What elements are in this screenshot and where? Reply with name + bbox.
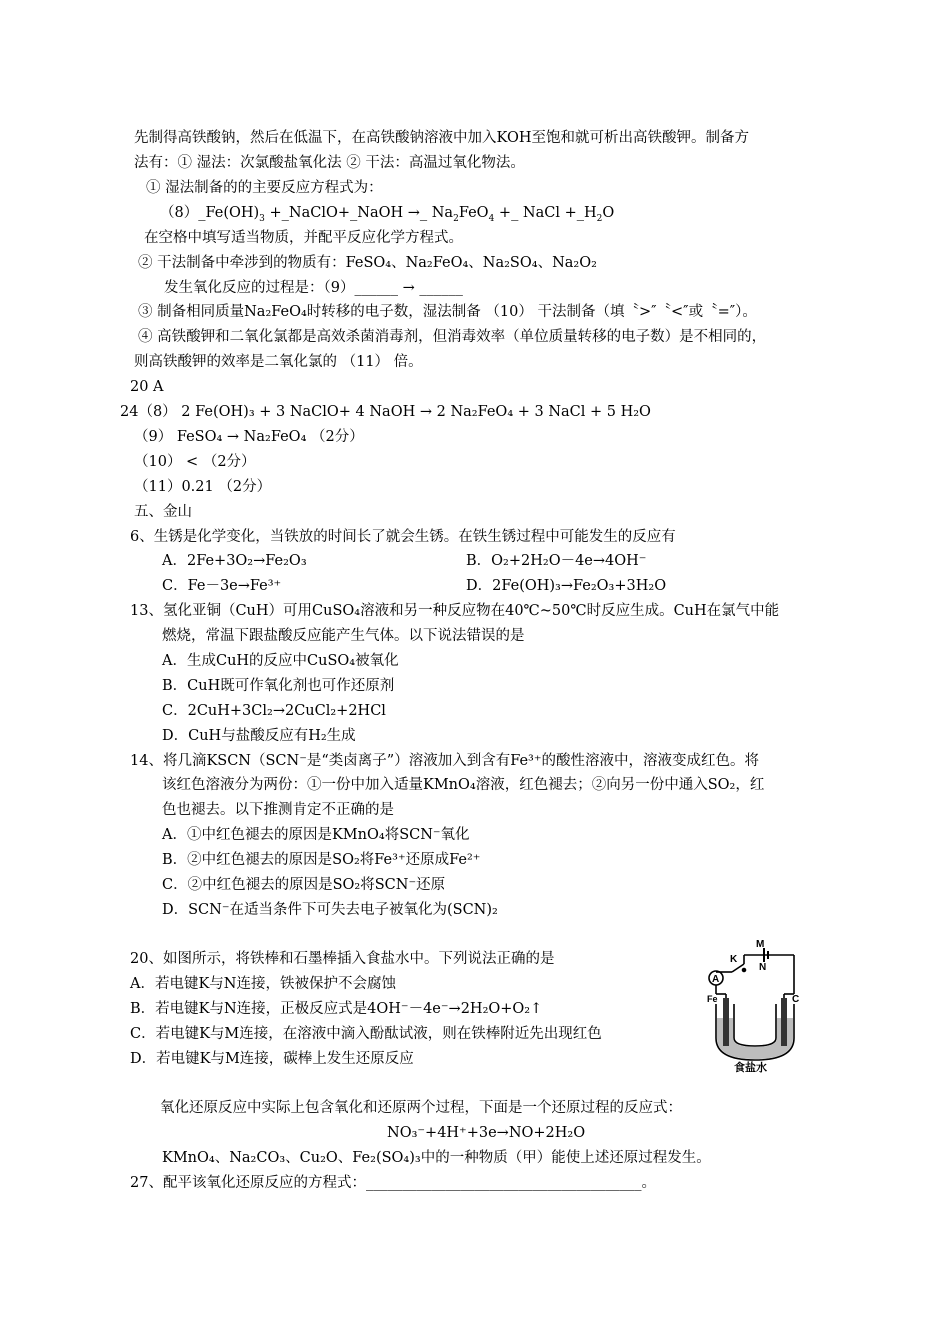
q6-option-a: A．2Fe+3O₂→Fe₂O₃ [162, 553, 307, 569]
redox-equation: NO₃⁻+4H⁺+3e→NO+2H₂O [387, 1125, 586, 1141]
q20-option-b: B．若电键K与N连接，正极反应式是4OH⁻－4e⁻→2H₂O+O₂↑ [130, 1001, 543, 1017]
answer-11: （11）0.21 （2分） [134, 479, 272, 495]
label-fe: Fe [707, 994, 718, 1004]
label-m: M [756, 939, 765, 950]
q13-stem-2: 燃烧，常温下跟盐酸反应能产生气体。以下说法错误的是 [162, 628, 525, 644]
q13-option-b: B．CuH既可作氧化剂也可作还原剂 [162, 678, 395, 694]
intro-line-10: 则高铁酸钾的效率是二氧化氯的 （11） 倍。 [134, 354, 423, 370]
q14-stem-2: 该红色溶液分为两份：①一份中加入适量KMnO₄溶液，红色褪去；②向另一份中通入SO₂，红 [162, 777, 765, 793]
answer-24: 24（8） 2 Fe(OH)₃ + 3 NaClO+ 4 NaOH → 2 Na₂FeO₄ + 3 NaCl + 5 H₂O [120, 404, 651, 420]
q20-stem: 20、如图所示，将铁棒和石墨棒插入食盐水中。下列说法正确的是 [130, 951, 555, 967]
intro-line-5: 在空格中填写适当物质，并配平反应化学方程式。 [144, 230, 463, 246]
intro-line-6: ② 干法制备中牵涉到的物质有：FeSO₄、Na₂FeO₄、Na₂SO₄、Na₂O₂ [138, 255, 597, 271]
intro-line-9: ④ 高铁酸钾和二氧化氯都是高效杀菌消毒剂，但消毒效率（单位质量转移的电子数）是不相同的， [138, 329, 767, 345]
q6-stem: 6、生锈是化学变化，当铁放的时间长了就会生锈。在铁生锈过程中可能发生的反应有 [130, 529, 676, 545]
label-k: K [730, 954, 738, 965]
q27-stem: 27、配平该氧化还原反应的方程式：______________________________________。 [130, 1175, 656, 1191]
electrolysis-cell-figure [704, 938, 814, 1073]
redox-paragraph-2: KMnO₄、Na₂CO₃、Cu₂O、Fe₂(SO₄)₃中的一种物质（甲）能使上述还原过程发生。 [162, 1150, 711, 1166]
q13-option-d: D．CuH与盐酸反应有H₂生成 [162, 728, 356, 744]
q13-option-a: A．生成CuH的反应中CuSO₄被氧化 [162, 653, 399, 669]
answer-9: （9） FeSO₄ → Na₂FeO₄ （2分） [134, 429, 364, 445]
q6-option-b: B．O₂+2H₂O－4e→4OH⁻ [466, 553, 647, 569]
q6-option-c: C．Fe－3e→Fe³⁺ [162, 578, 282, 594]
redox-paragraph-1: 氧化还原反应中实际上包含氧化和还原两个过程，下面是一个还原过程的反应式： [160, 1100, 682, 1116]
equation-8-blank: $(8)\_Fe(OH)_3$ +_NaClO+_NaOH →_ $Na_2FeO_4$ +_ NaCl $+\_H_2O$ [160, 205, 615, 224]
intro-line-7: 发生氧化反应的过程是：（9）______ → ______ [164, 280, 463, 296]
answer-10: （10） < （2分） [134, 454, 256, 470]
q13-option-c: C．2CuH+3Cl₂→2CuCl₂+2HCl [162, 703, 386, 719]
label-n: N [759, 962, 767, 973]
label-salt-water: 食盐水 [734, 1061, 767, 1073]
q6-option-d: D．2Fe(OH)₃→Fe₂O₃+3H₂O [466, 578, 667, 594]
q14-stem-1: 14、将几滴KSCN（SCN⁻是“类卤离子”）溶液加入到含有Fe³⁺的酸性溶液中，溶液变成红色。将 [130, 753, 760, 769]
q20-option-d: D．若电键K与M连接，碳棒上发生还原反应 [130, 1051, 414, 1067]
answer-20: 20 A [130, 379, 164, 395]
label-c: C [792, 994, 800, 1005]
section-heading: 五、金山 [134, 504, 192, 520]
q14-option-b: B．②中红色褪去的原因是SO₂将Fe³⁺还原成Fe²⁺ [162, 852, 481, 868]
q20-option-a: A．若电键K与N连接，铁被保护不会腐蚀 [130, 976, 396, 992]
q14-option-d: D．SCN⁻在适当条件下可失去电子被氧化为(SCN)₂ [162, 902, 498, 918]
q14-option-a: A．①中红色褪去的原因是KMnO₄将SCN⁻氧化 [162, 827, 470, 843]
q14-stem-3: 色也褪去。以下推测肯定不正确的是 [162, 802, 394, 818]
q13-stem-1: 13、氢化亚铜（CuH）可用CuSO₄溶液和另一种反应物在40℃~50℃时反应生成。CuH在氯气中能 [130, 603, 780, 619]
q20-option-c: C．若电键K与M连接，在溶液中滴入酚酞试液，则在铁棒附近先出现红色 [130, 1026, 602, 1042]
intro-line-1: 先制得高铁酸钠，然后在低温下，在高铁酸钠溶液中加入KOH至饱和就可析出高铁酸钾。制备方 [134, 130, 749, 146]
intro-line-2: 法有：① 湿法：次氯酸盐氧化法 ② 干法：高温过氧化物法。 [134, 155, 525, 171]
intro-line-8: ③ 制备相同质量Na₂FeO₄时转移的电子数，湿法制备 （10） 干法制备（填〝>″〝<″或〝=″）。 [138, 304, 757, 320]
q14-option-c: C．②中红色褪去的原因是SO₂将SCN⁻还原 [162, 877, 446, 893]
label-a: A [712, 974, 720, 985]
intro-line-3: ① 湿法制备的的主要反应方程式为： [146, 180, 383, 196]
